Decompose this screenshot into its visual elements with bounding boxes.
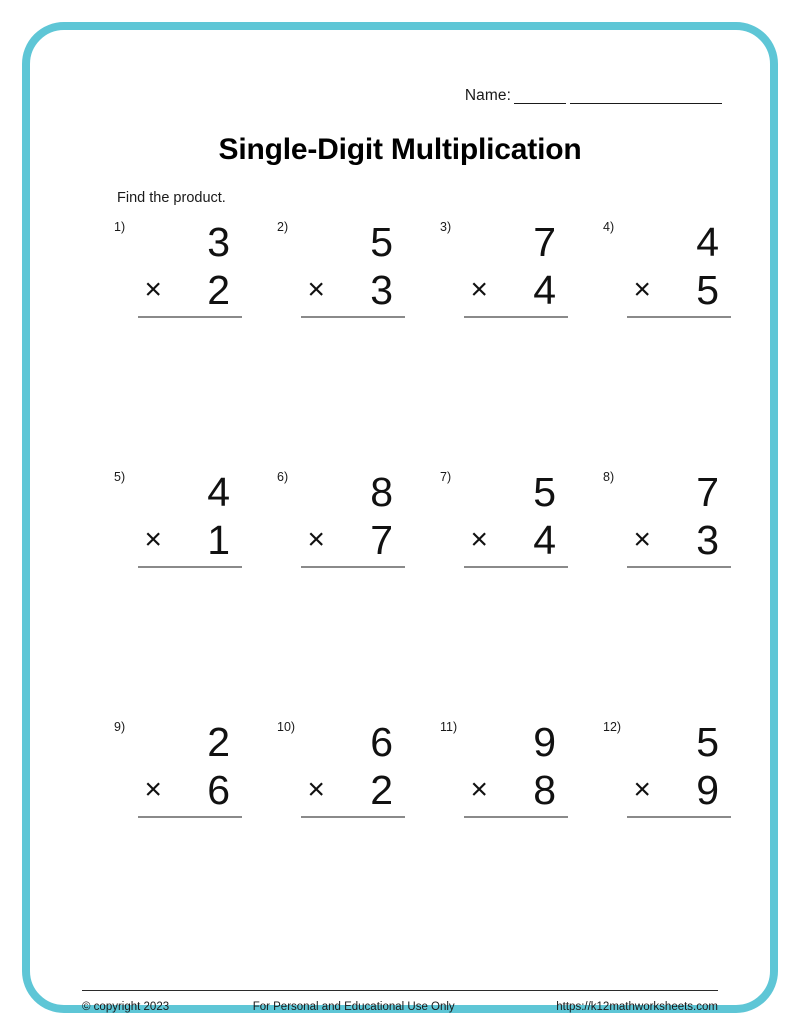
multiply-operator-icon: ×: [307, 273, 325, 306]
problem-stack: [301, 468, 405, 568]
answer-rule: [464, 816, 568, 818]
multiplier-line: × 9: [633, 767, 719, 813]
problem-number: 5): [114, 470, 126, 484]
answer-rule: [464, 566, 568, 568]
page-title: Single-Digit Multiplication: [218, 133, 582, 166]
multiplier-line: × 2: [144, 267, 230, 313]
multiplier-line: × 2: [307, 767, 393, 813]
footer-url[interactable]: https://k12mathworksheets.com: [556, 1001, 718, 1013]
problem-stack: [138, 218, 242, 318]
multiply-operator-icon: ×: [144, 523, 162, 556]
problem-number: 2): [277, 220, 289, 234]
answer-rule: [627, 816, 731, 818]
multiplier-line: × 8: [470, 767, 556, 813]
multiply-operator-icon: ×: [470, 523, 488, 556]
problem-grid: [110, 218, 750, 968]
page-footer: [82, 1001, 718, 1013]
instruction-text: Find the product.: [117, 190, 226, 206]
multiply-operator-icon: ×: [144, 773, 162, 806]
multiply-operator-icon: ×: [470, 773, 488, 806]
problem-number: 12): [603, 720, 622, 734]
name-blank-short[interactable]: [514, 89, 566, 104]
problem-number: 9): [114, 720, 126, 734]
answer-rule: [627, 316, 731, 318]
page-border-frame: [22, 22, 778, 1013]
multiplicand: 7: [696, 469, 719, 515]
problem-stack: [464, 468, 568, 568]
multiply-operator-icon: ×: [633, 273, 651, 306]
problem-stack: [627, 218, 731, 318]
multiplicand: 4: [696, 219, 719, 265]
problem-4: [599, 218, 749, 328]
multiplier-line: × 6: [144, 767, 230, 813]
multiplicand: 5: [533, 469, 556, 515]
problem-8: [599, 468, 749, 578]
name-blank-long[interactable]: [570, 89, 722, 104]
problem-number: 6): [277, 470, 289, 484]
multiplicand: 3: [207, 219, 230, 265]
multiply-operator-icon: ×: [144, 273, 162, 306]
multiply-operator-icon: ×: [633, 773, 651, 806]
multiply-operator-icon: ×: [307, 773, 325, 806]
problem-9: [110, 718, 260, 828]
problem-number: 8): [603, 470, 615, 484]
multiplicand: 9: [533, 719, 556, 765]
problem-stack: [301, 218, 405, 318]
problem-11: [436, 718, 586, 828]
answer-rule: [301, 816, 405, 818]
problem-stack: [627, 468, 731, 568]
answer-rule: [138, 566, 242, 568]
answer-rule: [464, 316, 568, 318]
problem-row: [110, 718, 750, 968]
multiplier-line: × 4: [470, 517, 556, 563]
multiplier-line: × 7: [307, 517, 393, 563]
problem-stack: [464, 218, 568, 318]
problem-number: 7): [440, 470, 452, 484]
multiplicand: 5: [696, 719, 719, 765]
multiplicand: 8: [370, 469, 393, 515]
answer-rule: [138, 316, 242, 318]
problem-12: [599, 718, 749, 828]
problem-stack: [464, 718, 568, 818]
answer-rule: [138, 816, 242, 818]
answer-rule: [627, 566, 731, 568]
problem-1: [110, 218, 260, 328]
multiplicand: 7: [533, 219, 556, 265]
multiply-operator-icon: ×: [307, 523, 325, 556]
multiplier-line: × 4: [470, 267, 556, 313]
problem-3: [436, 218, 586, 328]
problem-number: 3): [440, 220, 452, 234]
problem-10: [273, 718, 423, 828]
footer-usage-notice: For Personal and Educational Use Only: [252, 1001, 455, 1013]
multiplier-line: × 3: [307, 267, 393, 313]
multiplicand: 5: [370, 219, 393, 265]
multiplier-line: × 1: [144, 517, 230, 563]
multiply-operator-icon: ×: [470, 273, 488, 306]
problem-number: 11): [440, 720, 458, 734]
problem-stack: [627, 718, 731, 818]
name-field-row: [465, 88, 722, 104]
problem-row: [110, 218, 750, 468]
footer-copyright: © copyright 2023: [82, 1001, 170, 1013]
problem-row: [110, 468, 750, 718]
problem-number: 1): [114, 220, 126, 234]
problem-5: [110, 468, 260, 578]
multiplier-line: × 3: [633, 517, 719, 563]
problem-number: 4): [603, 220, 615, 234]
multiplicand: 2: [207, 719, 230, 765]
problem-7: [436, 468, 586, 578]
problem-stack: [138, 718, 242, 818]
answer-rule: [301, 566, 405, 568]
footer-divider: [82, 990, 718, 991]
multiplicand: 4: [207, 469, 230, 515]
multiplier-line: × 5: [633, 267, 719, 313]
name-label: Name:: [464, 87, 511, 104]
problem-stack: [301, 718, 405, 818]
problem-stack: [138, 468, 242, 568]
multiplicand: 6: [370, 719, 393, 765]
multiply-operator-icon: ×: [633, 523, 651, 556]
problem-2: [273, 218, 423, 328]
problem-number: 10): [277, 720, 296, 734]
answer-rule: [301, 316, 405, 318]
problem-6: [273, 468, 423, 578]
